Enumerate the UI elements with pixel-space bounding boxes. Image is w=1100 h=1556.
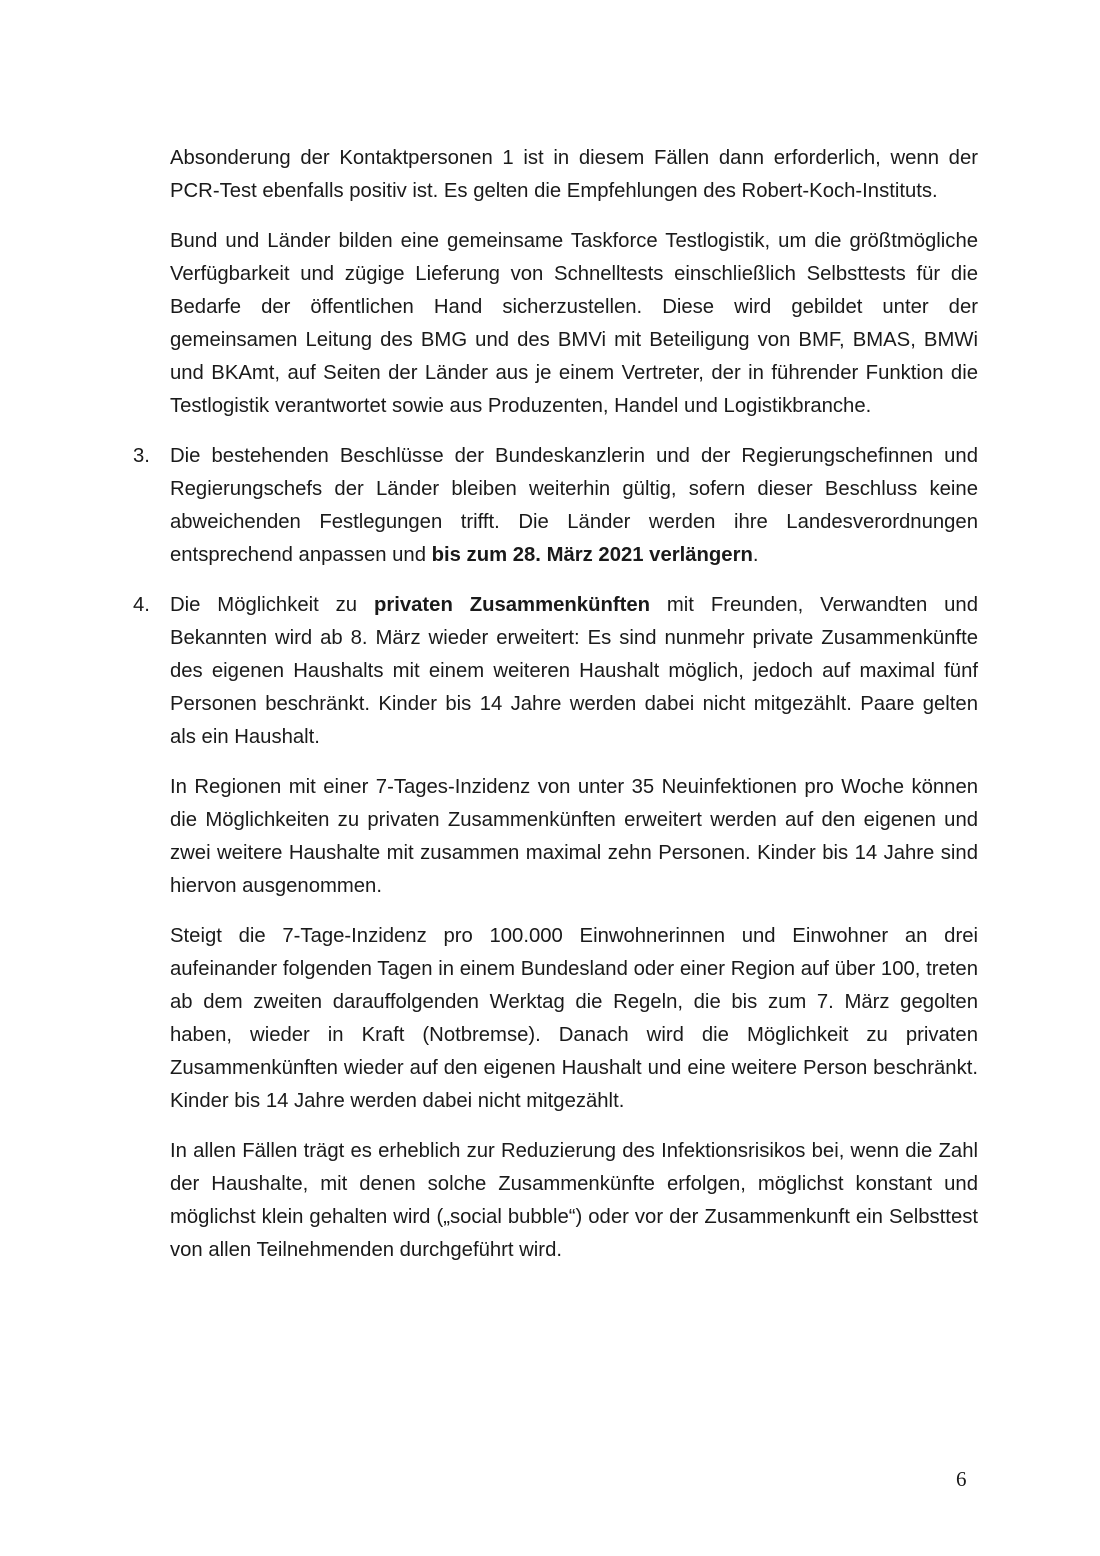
- list-item-text-part: Die bestehenden Beschlüsse der Bundeskanzlerin und der Regierungschefinnen und Regierungschefs der Länder bleiben weiterhin gültig, sofern dieser Beschluss keine abweichenden Festlegungen trifft. Die Länder werden ihre Landesverordnungen entsprechend anpassen und: [170, 445, 978, 566]
- bold-text: privaten Zusammenkünften: [373, 594, 651, 616]
- list-item-text: [170, 440, 978, 572]
- list-item-3: [133, 440, 978, 572]
- paragraph-absonderung: Absonderung der Kontaktpersonen 1 ist in diesem Fällen dann erforderlich, wenn der PCR-Test ebenfalls positiv ist. Es gelten die Empfehlungen des Robert-Koch-Instituts.: [170, 147, 978, 202]
- list-item-text-part: Die Möglichkeit zu: [170, 594, 374, 616]
- page-number: 6: [956, 1467, 967, 1491]
- document-body: [133, 142, 978, 1284]
- paragraph-taskforce-testlogistik: Bund und Länder bilden eine gemeinsame Taskforce Testlogistik, um die größtmögliche Verfügbarkeit und zügige Lieferung von Schnelltests einschließlich Selbsttests für die Bedarfe der öffentlichen Hand sicherzustellen. Diese wird gebildet unter der gemeinsamen Leitung des BMG und des BMVi mit Beteiligung von BMF, BMAS, BMWi und BKAmt, auf Seiten der Länder aus je einem Vertreter, der in führender Funktion die Testlogistik verantwortet sowie aus Produzenten, Handel und Logistikbranche.: [170, 230, 978, 417]
- bold-text: bis zum 28. März 2021 verlängern: [431, 544, 753, 566]
- paragraph-regionen-inzidenz: In Regionen mit einer 7-Tages-Inzidenz von unter 35 Neuinfektionen pro Woche können die Möglichkeiten zu privaten Zusammenkünften erweitert werden auf den eigenen und zwei weitere Haushalte mit zusammen maximal zehn Personen. Kinder bis 14 Jahre sind hiervon ausgenommen.: [170, 776, 978, 897]
- list-item-text-part: mit Freunden, Verwandten und Bekannten wird ab 8. März wieder erweitert: Es sind nunmehr private Zusammenkünfte des eigenen Haushalts mit einem weiteren Haushalt möglich, jedoch auf maximal fünf Personen beschränkt. Kinder bis 14 Jahre werden dabei nicht mitgezählt. Paare gelten als ein Haushalt.: [170, 594, 978, 748]
- list-item-number: 3.: [133, 445, 150, 467]
- paragraph-notbremse: Steigt die 7-Tage-Inzidenz pro 100.000 Einwohnerinnen und Einwohner an drei aufeinander folgenden Tagen in einem Bundesland oder einer Region auf über 100, treten ab dem zweiten darauffolgenden Werktag die Regeln, die bis zum 7. März gegolten haben, wieder in Kraft (Notbremse). Danach wird die Möglichkeit zu privaten Zusammenkünften wieder auf den eigenen Haushalt und eine weitere Person beschränkt. Kinder bis 14 Jahre werden dabei nicht mitgezählt.: [170, 925, 978, 1112]
- list-item-4: [133, 589, 978, 754]
- list-item-text-part: .: [752, 544, 759, 566]
- list-item-number: 4.: [133, 594, 150, 616]
- list-item-text: [170, 589, 978, 754]
- paragraph-social-bubble: In allen Fällen trägt es erheblich zur Reduzierung des Infektionsrisikos bei, wenn die Zahl der Haushalte, mit denen solche Zusammenkünfte erfolgen, möglichst konstant und möglichst klein gehalten wird („social bubble“) oder vor der Zusammenkunft ein Selbsttest von allen Teilnehmenden durchgeführt wird.: [170, 1140, 978, 1261]
